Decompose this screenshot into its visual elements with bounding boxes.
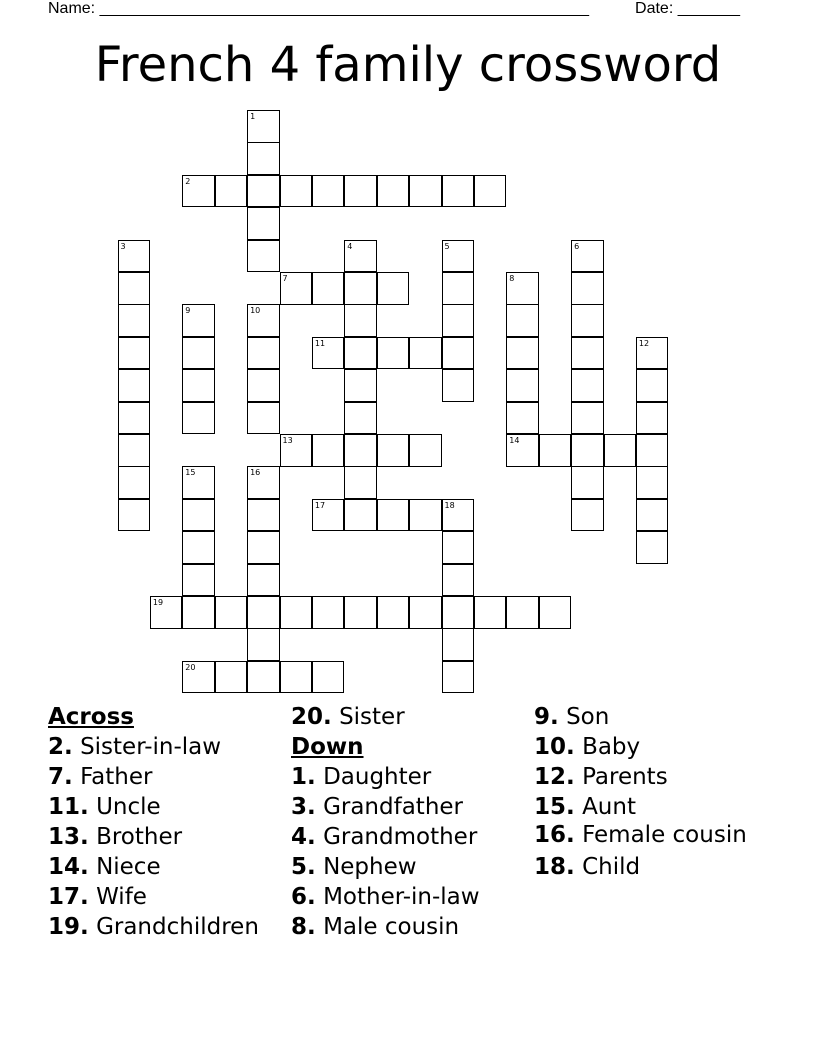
- clue-column-1: [48, 702, 283, 942]
- grid-cell[interactable]: [280, 596, 313, 629]
- clue-across-11: 11. Uncle: [48, 794, 161, 820]
- grid-cell[interactable]: [118, 240, 151, 273]
- cell-number: 11: [314, 338, 326, 348]
- grid-cell[interactable]: [344, 337, 377, 370]
- grid-cell[interactable]: [377, 272, 410, 305]
- grid-cell[interactable]: [409, 596, 442, 629]
- grid-cell[interactable]: [377, 596, 410, 629]
- grid-cell[interactable]: [506, 369, 539, 402]
- grid-cell[interactable]: [312, 499, 345, 532]
- grid-cell[interactable]: [442, 304, 475, 337]
- grid-cell[interactable]: [118, 304, 151, 337]
- grid-cell[interactable]: [604, 434, 637, 467]
- clue-down-12: 12. Parents: [534, 764, 668, 790]
- grid-cell[interactable]: [636, 337, 669, 370]
- grid-cell[interactable]: [506, 272, 539, 305]
- cell-number: 15: [185, 468, 196, 478]
- grid-cell[interactable]: [442, 240, 475, 273]
- grid-cell[interactable]: [150, 596, 183, 629]
- clue-down-10: 10. Baby: [534, 734, 641, 760]
- clue-down-3: 3. Grandfather: [291, 794, 464, 820]
- grid-cell[interactable]: [182, 402, 215, 435]
- grid-cell[interactable]: [247, 175, 280, 208]
- clue-column-3: [534, 702, 774, 882]
- grid-cell[interactable]: [118, 499, 151, 532]
- grid-cell[interactable]: [442, 369, 475, 402]
- grid-cell[interactable]: [182, 175, 215, 208]
- grid-cell[interactable]: [312, 272, 345, 305]
- clue-down-5: 5. Nephew: [291, 854, 417, 880]
- grid-cell[interactable]: [571, 240, 604, 273]
- grid-cell[interactable]: [312, 337, 345, 370]
- cell-number: 20: [185, 662, 196, 672]
- grid-cell[interactable]: [344, 369, 377, 402]
- grid-cell[interactable]: [571, 369, 604, 402]
- grid-cell[interactable]: [377, 434, 410, 467]
- grid-cell[interactable]: [280, 272, 313, 305]
- grid-cell[interactable]: [344, 434, 377, 467]
- clue-down-15: 15. Aunt: [534, 794, 636, 820]
- clue-across-20: 20. Sister: [291, 704, 405, 730]
- cell-number: 19: [152, 598, 164, 607]
- grid-cell[interactable]: [636, 369, 669, 402]
- grid-cell[interactable]: [442, 175, 475, 208]
- grid-cell[interactable]: [247, 304, 280, 337]
- grid-cell[interactable]: [571, 402, 604, 435]
- grid-cell[interactable]: [215, 596, 248, 629]
- grid-cell[interactable]: [571, 434, 604, 467]
- cell-number: 18: [444, 500, 455, 510]
- grid-cell[interactable]: [247, 110, 280, 143]
- cell-number: 16: [250, 468, 261, 478]
- grid-cell[interactable]: [182, 466, 215, 499]
- grid-cell[interactable]: [247, 402, 280, 435]
- grid-cell[interactable]: [636, 466, 669, 499]
- grid-cell[interactable]: [377, 175, 410, 208]
- grid-cell[interactable]: [215, 661, 248, 694]
- grid-cell[interactable]: [442, 628, 475, 661]
- grid-cell[interactable]: [118, 466, 151, 499]
- grid-cell[interactable]: [215, 175, 248, 208]
- clue-down-1: 1. Daughter: [291, 764, 432, 790]
- page-title: French 4 family crossword: [94, 37, 722, 93]
- grid-cell[interactable]: [344, 304, 377, 337]
- grid-cell[interactable]: [571, 466, 604, 499]
- grid-cell[interactable]: [442, 499, 475, 532]
- grid-cell[interactable]: [636, 434, 669, 467]
- grid-cell[interactable]: [118, 369, 151, 402]
- grid-cell[interactable]: [571, 337, 604, 370]
- clue-across-2: 2. Sister-in-law: [48, 734, 222, 760]
- grid-cell[interactable]: [344, 240, 377, 273]
- grid-cell[interactable]: [247, 628, 280, 661]
- grid-cell[interactable]: [344, 402, 377, 435]
- grid-cell[interactable]: [247, 596, 280, 629]
- grid-cell[interactable]: [247, 661, 280, 694]
- clue-across-14: 14. Niece: [48, 854, 161, 880]
- cell-number: 7: [282, 274, 288, 283]
- cell-number: 6: [574, 241, 580, 251]
- grid-cell[interactable]: [118, 272, 151, 305]
- grid-cell[interactable]: [409, 434, 442, 467]
- grid-cell[interactable]: [506, 304, 539, 337]
- date-field[interactable]: Date: _______: [635, 0, 740, 17]
- grid-cell[interactable]: [247, 207, 280, 240]
- grid-cell[interactable]: [442, 337, 475, 370]
- grid-cell[interactable]: [344, 466, 377, 499]
- cell-number: 12: [638, 338, 650, 348]
- grid-cell[interactable]: [280, 175, 313, 208]
- grid-cell[interactable]: [247, 531, 280, 564]
- grid-cell[interactable]: [636, 402, 669, 435]
- grid-cell[interactable]: [474, 175, 507, 208]
- clue-down-18: 18. Child: [534, 854, 641, 880]
- clue-across-7: 7. Father: [48, 764, 153, 790]
- cell-number: 10: [250, 306, 261, 316]
- grid-cell[interactable]: [118, 402, 151, 435]
- down-heading: Down: [291, 734, 364, 760]
- cell-number: 17: [314, 500, 326, 510]
- clue-across-17: 17. Wife: [48, 884, 147, 910]
- grid-cell[interactable]: [247, 564, 280, 597]
- cell-number: 1: [250, 112, 256, 121]
- clue-down-16: 16. Female cousin: [534, 822, 747, 848]
- grid-cell[interactable]: [636, 499, 669, 532]
- grid-cell[interactable]: [182, 499, 215, 532]
- cell-number: 9: [185, 306, 191, 316]
- grid-cell[interactable]: [344, 596, 377, 629]
- clue-list: [0, 702, 816, 962]
- clue-across-19: 19. Grandchildren: [48, 914, 259, 940]
- name-field[interactable]: Name: _______________________________________________________: [48, 0, 589, 17]
- grid-cell[interactable]: [182, 564, 215, 597]
- grid-cell[interactable]: [247, 499, 280, 532]
- grid-cell[interactable]: [539, 434, 572, 467]
- grid-cell[interactable]: [247, 337, 280, 370]
- grid-cell[interactable]: [442, 531, 475, 564]
- grid-cell[interactable]: [182, 531, 215, 564]
- grid-cell[interactable]: [118, 337, 151, 370]
- grid-cell[interactable]: [442, 564, 475, 597]
- grid-cell[interactable]: [280, 434, 313, 467]
- grid-cell[interactable]: [247, 466, 280, 499]
- grid-cell[interactable]: [571, 499, 604, 532]
- grid-cell[interactable]: [312, 661, 345, 694]
- grid-cell[interactable]: [182, 304, 215, 337]
- grid-cell[interactable]: [182, 369, 215, 402]
- grid-cell[interactable]: [344, 499, 377, 532]
- grid-cell[interactable]: [312, 434, 345, 467]
- cell-number: 5: [444, 241, 450, 251]
- across-heading: Across: [48, 704, 134, 730]
- grid-cell[interactable]: [377, 499, 410, 532]
- grid-cell[interactable]: [118, 434, 151, 467]
- grid-cell[interactable]: [409, 337, 442, 370]
- grid-cell[interactable]: [409, 175, 442, 208]
- grid-cell[interactable]: [474, 596, 507, 629]
- cell-number: 14: [509, 436, 520, 445]
- grid-cell[interactable]: [182, 661, 215, 694]
- grid-cell[interactable]: [312, 596, 345, 629]
- clue-across-13: 13. Brother: [48, 824, 183, 850]
- cell-number: 3: [120, 241, 126, 251]
- clue-down-9: 9. Son: [534, 704, 610, 730]
- grid-cell[interactable]: [247, 369, 280, 402]
- grid-cell[interactable]: [182, 337, 215, 370]
- grid-cell[interactable]: [571, 272, 604, 305]
- cell-number: 13: [282, 436, 293, 445]
- cell-number: 8: [509, 274, 515, 283]
- grid-cell[interactable]: [539, 596, 572, 629]
- clue-column-2: [291, 702, 526, 942]
- grid-cell[interactable]: [442, 661, 475, 694]
- grid-cell[interactable]: [636, 531, 669, 564]
- grid-cell[interactable]: [344, 175, 377, 208]
- grid-cell[interactable]: [247, 142, 280, 175]
- cell-number: 2: [185, 176, 191, 186]
- clue-down-6: 6. Mother-in-law: [291, 884, 480, 910]
- grid-cell[interactable]: [247, 240, 280, 273]
- grid-cell[interactable]: [312, 175, 345, 208]
- grid-cell[interactable]: [571, 304, 604, 337]
- grid-cell[interactable]: [506, 434, 539, 467]
- grid-cell[interactable]: [506, 596, 539, 629]
- grid-cell[interactable]: [182, 596, 215, 629]
- cell-number: 4: [347, 241, 353, 251]
- clue-down-4: 4. Grandmother: [291, 824, 478, 850]
- grid-cell[interactable]: [506, 337, 539, 370]
- grid-cell[interactable]: [409, 499, 442, 532]
- grid-cell[interactable]: [377, 337, 410, 370]
- clue-down-8: 8. Male cousin: [291, 914, 460, 940]
- grid-cell[interactable]: [442, 596, 475, 629]
- grid-cell[interactable]: [344, 272, 377, 305]
- grid-cell[interactable]: [280, 661, 313, 694]
- grid-cell[interactable]: [442, 272, 475, 305]
- grid-cell[interactable]: [506, 402, 539, 435]
